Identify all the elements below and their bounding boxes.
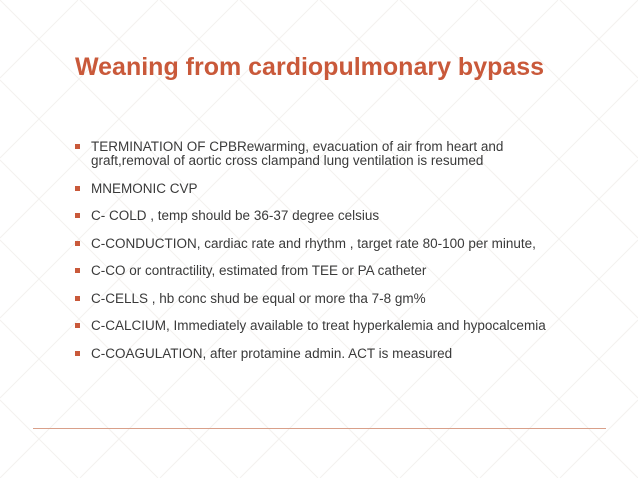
bullet-item bbox=[75, 182, 575, 196]
bullet-item bbox=[75, 292, 575, 306]
bullet-text: C-COAGULATION, after protamine admin. ACT is measured bbox=[91, 345, 453, 361]
square-bullet-icon bbox=[75, 351, 80, 356]
bullet-item bbox=[75, 319, 575, 333]
bullet-list bbox=[75, 140, 575, 374]
bullet-item bbox=[75, 209, 575, 223]
bullet-item bbox=[75, 347, 575, 361]
bullet-text: C-CONDUCTION, cardiac rate and rhythm , target rate 80-100 per minute, bbox=[91, 235, 536, 251]
bullet-text: TERMINATION OF CPBRewarming, evacuation of air from heart and graft,removal of aortic cross clampand lung ventilation is resumed bbox=[91, 139, 504, 168]
bullet-text: C-CO or contractility, estimated from TEE or PA catheter bbox=[91, 263, 427, 278]
bullet-text: C-CALCIUM, Immediately available to treat hyperkalemia and hypocalcemia bbox=[91, 318, 546, 333]
bullet-item bbox=[75, 140, 575, 168]
square-bullet-icon bbox=[75, 144, 80, 149]
square-bullet-icon bbox=[75, 241, 80, 246]
square-bullet-icon bbox=[75, 186, 80, 191]
slide-title: Weaning from cardiopulmonary bypass bbox=[75, 53, 545, 81]
square-bullet-icon bbox=[75, 213, 80, 218]
bullet-text: C-CELLS , hb conc shud be equal or more tha 7-8 gm% bbox=[91, 290, 426, 306]
bullet-text: C- COLD , temp should be 36-37 degree celsius bbox=[91, 208, 380, 223]
square-bullet-icon bbox=[75, 323, 80, 328]
bullet-item bbox=[75, 237, 575, 251]
bullet-text: MNEMONIC CVP bbox=[91, 180, 198, 196]
square-bullet-icon bbox=[75, 296, 80, 301]
bullet-item bbox=[75, 264, 575, 278]
footer-divider bbox=[33, 428, 606, 429]
square-bullet-icon bbox=[75, 268, 80, 273]
